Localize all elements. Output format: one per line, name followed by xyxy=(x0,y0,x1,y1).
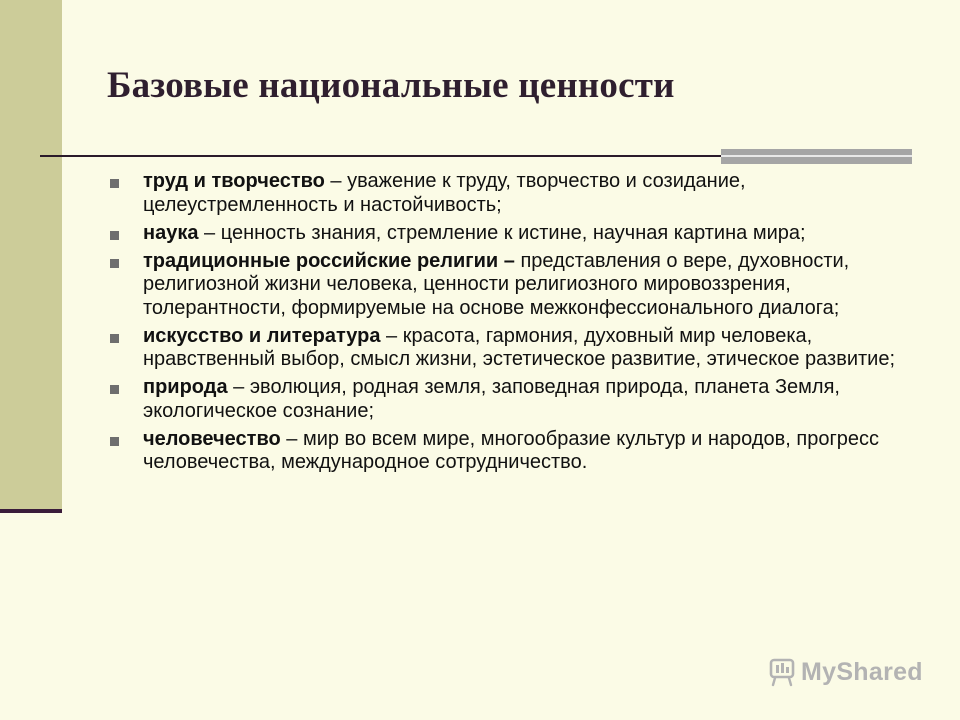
bullet-square-icon xyxy=(110,385,119,394)
accent-bar-highlight xyxy=(721,155,912,157)
bullet-item-nature xyxy=(107,376,907,423)
myshared-watermark xyxy=(767,657,923,687)
bullet-square-icon xyxy=(110,179,119,188)
bullet-text: представления о вере, духовности, религиозной жизни человека, ценности религиозного мировоззрения, толерантности, формируемые на основе межконфессионального диалога; xyxy=(143,249,850,319)
bullet-text: уважение к труду, творчество и созидание, целеустремленность и настойчивость; xyxy=(143,170,746,216)
bullet-item-science xyxy=(107,222,907,246)
bullet-term: традиционные российские религии – xyxy=(143,249,515,272)
bullet-square-icon xyxy=(110,259,119,268)
bullet-text: мир во всем мире, многообразие культур и народов, прогресс человечества, международное сотрудничество. xyxy=(143,427,880,473)
bullet-term: труд и творчество xyxy=(143,170,325,192)
bullet-term: искусство и литература xyxy=(143,324,381,347)
bullet-term: наука xyxy=(143,221,199,244)
bullet-square-icon xyxy=(110,437,119,446)
bullet-item-humanity xyxy=(107,428,907,475)
left-decorative-band xyxy=(0,0,62,512)
bullet-square-icon xyxy=(110,334,119,343)
bullet-text: красота, гармония, духовный мир человека, нравственный выбор, смысл жизни, эстетическое развитие, этическое развитие; xyxy=(143,324,896,370)
left-band-bottom-rule xyxy=(0,509,62,513)
bullet-separator: – xyxy=(380,324,403,347)
bullet-separator: – xyxy=(198,221,221,244)
watermark-label: MyShared xyxy=(801,657,923,686)
bullet-separator: – xyxy=(227,376,250,398)
slide-title: Базовые национальные ценности xyxy=(107,65,675,106)
bullet-item-art-literature xyxy=(107,325,907,372)
bullet-separator: – xyxy=(324,170,348,192)
bullet-term: человечество xyxy=(143,427,281,450)
bullet-text: эволюция, родная земля, заповедная природа, планета Земля, экологическое сознание; xyxy=(143,376,840,422)
bullet-square-icon xyxy=(110,231,119,240)
bullet-item-religions xyxy=(107,250,907,321)
bullet-item-labor xyxy=(107,170,907,217)
bullet-text: ценность знания, стремление к истине, научная картина мира; xyxy=(220,221,806,244)
values-bullet-list xyxy=(107,170,907,479)
myshared-logo-icon xyxy=(767,657,797,687)
bullet-separator: – xyxy=(280,427,303,450)
bullet-term: природа xyxy=(143,376,228,398)
